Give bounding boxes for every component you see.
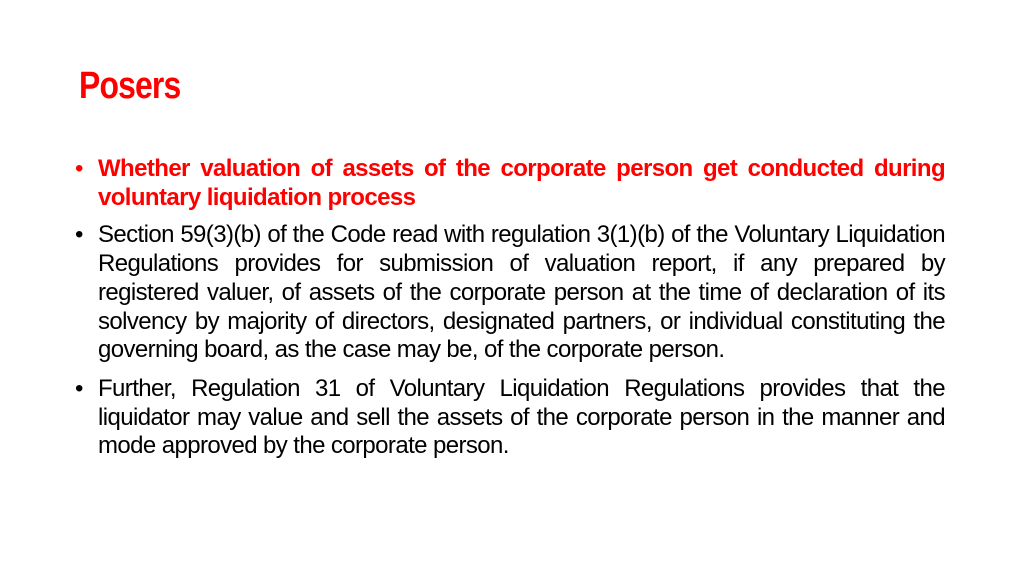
bullet-text: Section 59(3)(b) of the Code read with regulation 3(1)(b) of the Voluntary Liquidation Regulations provides for submission of valuation report, if any prepared by registered valuer, of assets of the corporate person at the time of declaration of its solvency by majority of directors, designated partners, or individual constituting the governing board, as the case may be, of the corporate person. [98,221,945,364]
bullet-list [75,155,945,471]
bullet-dot-icon: • [75,155,83,182]
bullet-item-section-59 [75,221,945,365]
bullet-dot-icon: • [75,221,83,249]
slide-title: Posers [79,65,181,107]
bullet-text: Further, Regulation 31 of Voluntary Liquidation Regulations provides that the liquidator may value and sell the assets of the corporate person in the manner and mode approved by the corporate person. [98,374,945,460]
bullet-item-question [75,155,945,212]
bullet-item-regulation-31 [75,375,945,461]
bullet-text: Whether valuation of assets of the corporate person get conducted during voluntary liquidation process [98,155,945,211]
bullet-dot-icon: • [75,374,83,402]
